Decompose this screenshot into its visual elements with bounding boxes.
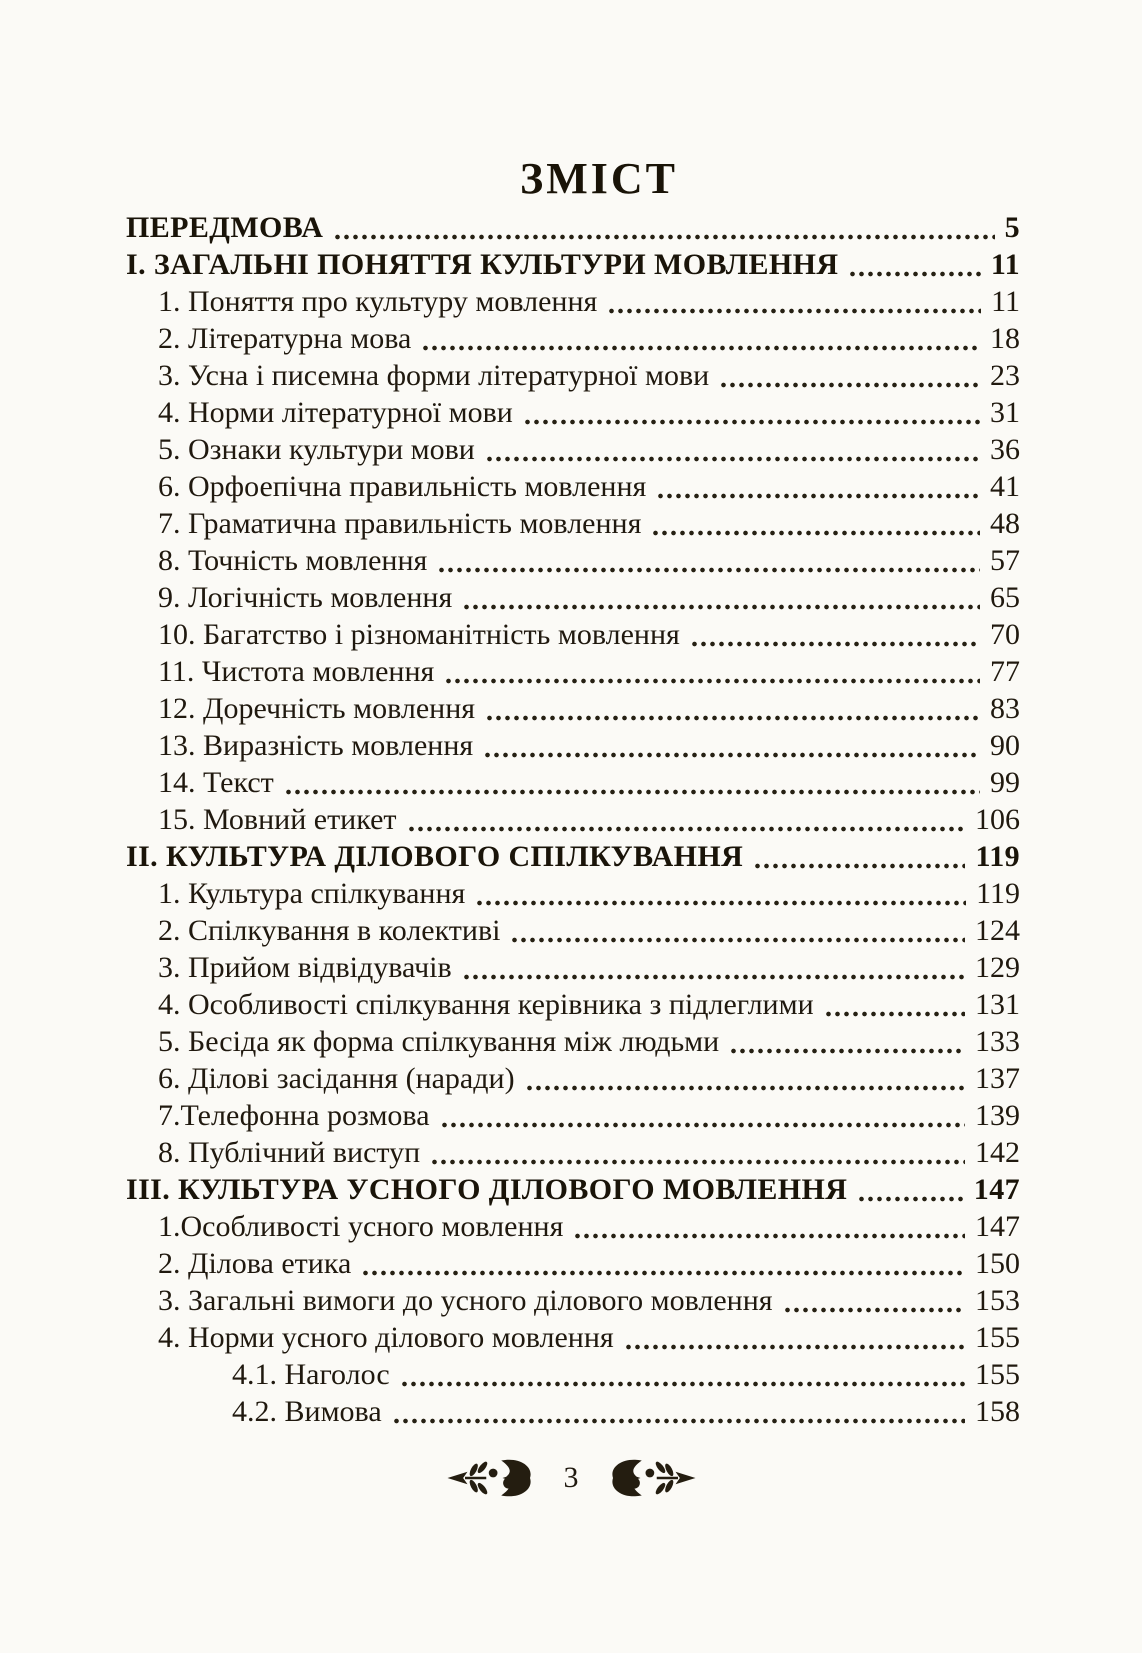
page-footer <box>0 1458 1142 1498</box>
toc-entry-page: 147 <box>975 1210 1020 1243</box>
toc-entry-page: 41 <box>990 470 1020 503</box>
footer-ornament-right-icon <box>609 1458 697 1498</box>
toc-entry-label: 9. Логічність мовлення <box>158 581 453 614</box>
toc-entry-page: 57 <box>990 544 1020 577</box>
toc-entry-label: 14. Текст <box>158 766 274 799</box>
dot-leader <box>719 357 980 394</box>
dot-leader <box>783 1282 965 1319</box>
dot-leader <box>462 579 980 616</box>
dot-leader <box>475 875 966 912</box>
toc-row <box>126 1097 1020 1134</box>
table-of-contents <box>126 209 1020 1430</box>
dot-leader <box>485 690 980 727</box>
dot-leader <box>824 986 965 1023</box>
toc-entry-page: 158 <box>975 1395 1020 1428</box>
toc-row <box>126 468 1020 505</box>
toc-row <box>126 838 1020 875</box>
dot-leader <box>651 505 980 542</box>
toc-entry-label: 4. Норми усного ділового мовлення <box>158 1321 614 1354</box>
toc-row <box>126 690 1020 727</box>
toc-entry-page: 142 <box>975 1136 1020 1169</box>
toc-entry-page: 119 <box>976 877 1020 910</box>
toc-row <box>126 616 1020 653</box>
toc-entry-label: 1. Поняття про культуру мовлення <box>158 285 598 318</box>
dot-leader <box>857 1171 963 1208</box>
toc-entry-page: 155 <box>975 1358 1020 1391</box>
toc-entry-label: 3. Прийом відвідувачів <box>158 951 452 984</box>
toc-row <box>126 912 1020 949</box>
toc-entry-page: 18 <box>990 322 1020 355</box>
toc-entry-label: 6. Ділові засідання (наради) <box>158 1062 515 1095</box>
toc-entry-label: 5. Ознаки культури мови <box>158 433 475 466</box>
toc-row <box>126 1171 1020 1208</box>
toc-entry-label: ІІ. КУЛЬТУРА ДІЛОВОГО СПІЛКУВАННЯ <box>126 840 744 873</box>
toc-row <box>126 1282 1020 1319</box>
page-number: 3 <box>563 1461 579 1494</box>
toc-row <box>126 653 1020 690</box>
toc-row <box>126 357 1020 394</box>
dot-leader <box>483 727 980 764</box>
toc-entry-label: 4.1. Наголос <box>232 1358 390 1391</box>
toc-row <box>126 394 1020 431</box>
toc-entry-label: 4.2. Вимова <box>232 1395 382 1428</box>
toc-entry-page: 153 <box>975 1284 1020 1317</box>
toc-entry-page: 23 <box>990 359 1020 392</box>
dot-leader <box>525 1060 965 1097</box>
toc-row <box>126 1134 1020 1171</box>
toc-entry-label: 10. Багатство і різноманітність мовлення <box>158 618 680 651</box>
toc-entry-label: 4. Особливості спілкування керівника з підлеглими <box>158 988 814 1021</box>
dot-leader <box>333 209 994 246</box>
dot-leader <box>437 542 980 579</box>
toc-row <box>126 1060 1020 1097</box>
toc-row <box>126 209 1020 246</box>
toc-entry-page: 11 <box>990 248 1020 281</box>
toc-row <box>126 320 1020 357</box>
toc-row <box>126 283 1020 320</box>
toc-entry-label: 13. Виразність мовлення <box>158 729 474 762</box>
toc-entry-label: 11. Чистота мовлення <box>158 655 435 688</box>
dot-leader <box>361 1245 965 1282</box>
toc-entry-label: 4. Норми літературної мови <box>158 396 513 429</box>
toc-entry-page: 147 <box>973 1173 1020 1206</box>
dot-leader <box>400 1356 965 1393</box>
toc-entry-label: 7.Телефонна розмова <box>158 1099 430 1132</box>
toc-entry-page: 99 <box>990 766 1020 799</box>
toc-entry-page: 133 <box>975 1025 1020 1058</box>
toc-entry-label: 12. Доречність мовлення <box>158 692 476 725</box>
toc-row <box>126 1245 1020 1282</box>
dot-leader <box>462 949 965 986</box>
toc-entry-page: 90 <box>990 729 1020 762</box>
toc-entry-page: 155 <box>975 1321 1020 1354</box>
dot-leader <box>848 246 980 283</box>
toc-entry-label: 8. Точність мовлення <box>158 544 428 577</box>
toc-entry-label: 7. Граматична правильність мовлення <box>158 507 642 540</box>
toc-entry-page: 31 <box>990 396 1020 429</box>
dot-leader <box>729 1023 965 1060</box>
toc-entry-label: 2. Спілкування в колективі <box>158 914 501 947</box>
toc-row <box>126 431 1020 468</box>
toc-entry-label: 15. Мовний етикет <box>158 803 397 836</box>
toc-entry-label: 1. Культура спілкування <box>158 877 466 910</box>
toc-entry-page: 70 <box>990 618 1020 651</box>
toc-row <box>126 579 1020 616</box>
dot-leader <box>573 1208 965 1245</box>
toc-entry-label: 8. Публічний виступ <box>158 1136 421 1169</box>
dot-leader <box>523 394 980 431</box>
toc-row <box>126 801 1020 838</box>
toc-row <box>126 949 1020 986</box>
dot-leader <box>392 1393 965 1430</box>
toc-row <box>126 1356 1020 1393</box>
toc-entry-page: 124 <box>975 914 1020 947</box>
toc-row <box>126 246 1020 283</box>
toc-row <box>126 1023 1020 1060</box>
toc-entry-label: 3. Загальні вимоги до усного ділового мовлення <box>158 1284 773 1317</box>
toc-entry-page: 139 <box>975 1099 1020 1132</box>
toc-entry-page: 137 <box>975 1062 1020 1095</box>
toc-row <box>126 764 1020 801</box>
toc-row <box>126 1393 1020 1430</box>
dot-leader <box>607 283 981 320</box>
dot-leader <box>753 838 965 875</box>
toc-entry-page: 48 <box>990 507 1020 540</box>
toc-entry-label: 5. Бесіда як форма спілкування між людьми <box>158 1025 720 1058</box>
dot-leader <box>656 468 980 505</box>
toc-entry-page: 150 <box>975 1247 1020 1280</box>
toc-entry-page: 65 <box>990 581 1020 614</box>
toc-row <box>126 1208 1020 1245</box>
dot-leader <box>624 1319 965 1356</box>
toc-row <box>126 727 1020 764</box>
dot-leader <box>485 431 980 468</box>
toc-entry-page: 119 <box>975 840 1020 873</box>
toc-entry-label: 1.Особливості усного мовлення <box>158 1210 564 1243</box>
dot-leader <box>430 1134 965 1171</box>
dot-leader <box>440 1097 965 1134</box>
toc-entry-page: 129 <box>975 951 1020 984</box>
toc-row <box>126 505 1020 542</box>
toc-row <box>126 542 1020 579</box>
dot-leader <box>510 912 965 949</box>
dot-leader <box>690 616 980 653</box>
toc-entry-label: ПЕРЕДМОВА <box>126 211 324 244</box>
toc-entry-page: 106 <box>975 803 1020 836</box>
toc-row <box>126 1319 1020 1356</box>
toc-row <box>126 986 1020 1023</box>
footer-ornament-left-icon <box>446 1458 534 1498</box>
toc-entry-page: 5 <box>1004 211 1020 244</box>
dot-leader <box>421 320 980 357</box>
toc-entry-label: І. ЗАГАЛЬНІ ПОНЯТТЯ КУЛЬТУРИ МОВЛЕННЯ <box>126 248 839 281</box>
dot-leader <box>284 764 980 801</box>
toc-entry-page: 77 <box>990 655 1020 688</box>
toc-entry-label: 2. Ділова етика <box>158 1247 352 1280</box>
toc-entry-page: 83 <box>990 692 1020 725</box>
page-title: ЗМІСТ <box>520 154 678 204</box>
toc-entry-label: 3. Усна і писемна форми літературної мови <box>158 359 710 392</box>
dot-leader <box>444 653 980 690</box>
dot-leader <box>407 801 966 838</box>
toc-entry-page: 36 <box>990 433 1020 466</box>
toc-entry-page: 11 <box>991 285 1020 318</box>
toc-entry-page: 131 <box>975 988 1020 1021</box>
toc-row <box>126 875 1020 912</box>
toc-entry-label: 6. Орфоепічна правильність мовлення <box>158 470 647 503</box>
toc-entry-label: ІІІ. КУЛЬТУРА УСНОГО ДІЛОВОГО МОВЛЕННЯ <box>126 1173 848 1206</box>
toc-entry-label: 2. Літературна мова <box>158 322 412 355</box>
